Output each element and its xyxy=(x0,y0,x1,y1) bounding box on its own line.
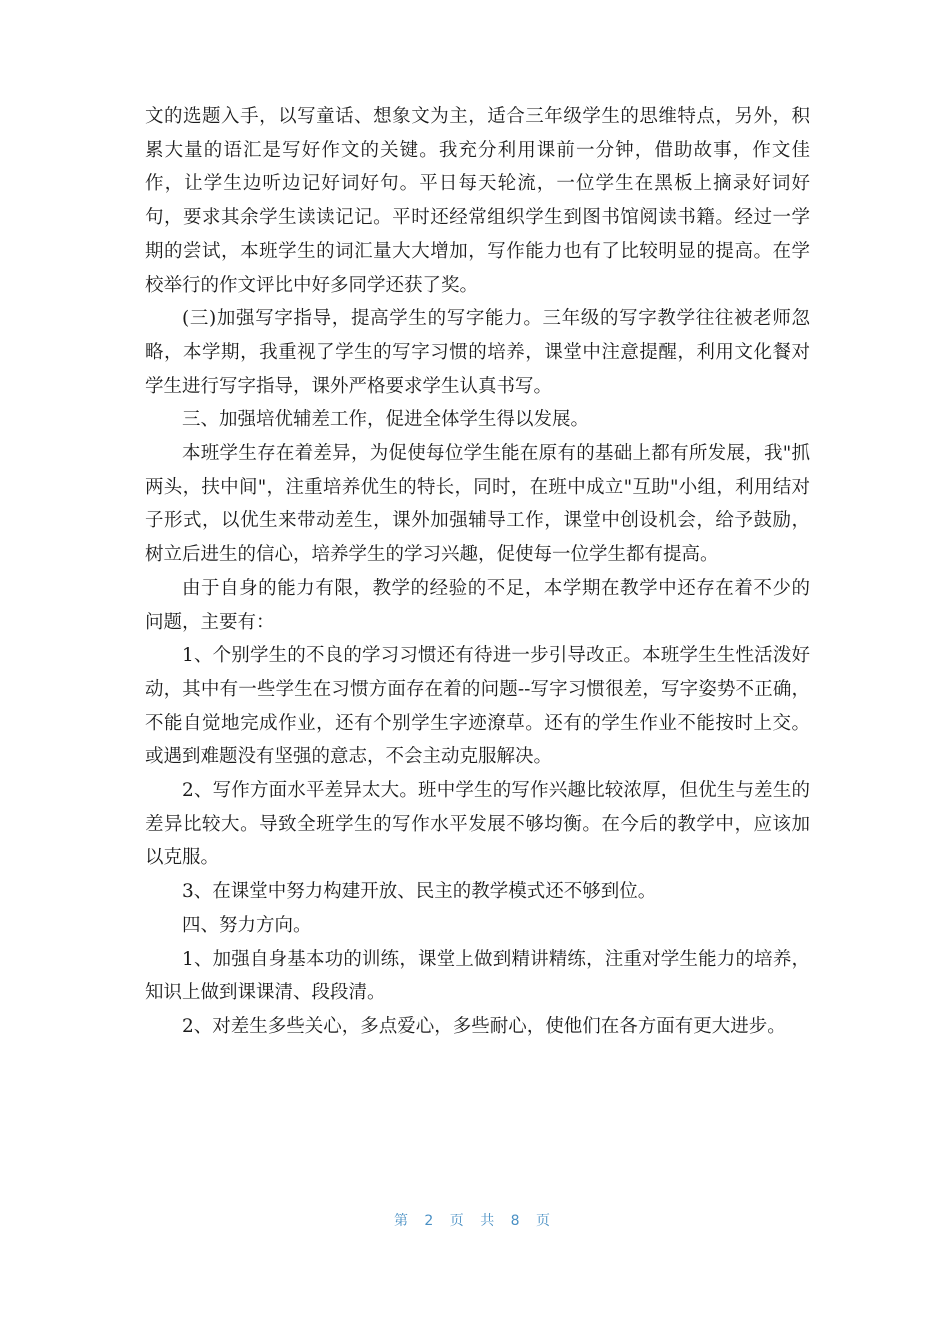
problem-item-2: 2、写作方面水平差异太大。班中学生的写作兴趣比较浓厚，但优生与差生的差异比较大。导致全班学生的写作水平发展不够均衡。在今后的教学中，应该加以克服。 xyxy=(145,780,810,869)
section-heading-4: 四、努力方向。 xyxy=(182,914,312,936)
paragraph-2: (三)加强写字指导，提高学生的写字能力。三年级的写字教学往往被老师忽略，本学期，我重视了学生的写字习惯的培养，课堂中注意提醒，利用文化餐对学生进行写字指导，课外严格要求学生认真书写。 xyxy=(145,308,810,397)
document-body xyxy=(145,100,810,1044)
direction-item-1: 1、加强自身基本功的训练，课堂上做到精讲精练，注重对学生能力的培养，知识上做到课课清、段段清。 xyxy=(145,948,810,1004)
paragraph-1: 文的选题入手，以写童话、想象文为主，适合三年级学生的思维特点，另外，积累大量的语汇是写好作文的关键。我充分利用课前一分钟，借助故事，作文佳作，让学生边听边记好词好句。平日每天轮流，一位学生在黑板上摘录好词好句，要求其余学生读读记记。平时还经常组织学生到图书馆阅读书籍。经过一学期的尝试，本班学生的词汇量大大增加，写作能力也有了比较明显的提高。在学校举行的作文评比中好多同学还获了奖。 xyxy=(145,106,810,296)
page-number-footer: 第 2 页 共 8 页 xyxy=(393,1213,557,1229)
section-heading-3: 三、加强培优辅差工作，促进全体学生得以发展。 xyxy=(182,409,590,431)
problem-item-3: 3、在课堂中努力构建开放、民主的教学模式还不够到位。 xyxy=(182,881,657,903)
paragraph-5: 由于自身的能力有限，教学的经验的不足，本学期在教学中还存在着不少的问题，主要有： xyxy=(145,577,810,633)
paragraph-4: 本班学生存在着差异，为促使每位学生能在原有的基础上都有所发展，我"抓两头，扶中间"，注重培养优生的特长，同时，在班中成立"互助"小组，利用结对子形式，以优生来带动差生，课外加强辅导工作，课堂中创设机会，给予鼓励，树立后进生的信心，培养学生的学习兴趣，促使每一位学生都有提高。 xyxy=(145,443,810,566)
problem-item-1: 1、个别学生的不良的学习习惯还有待进一步引导改正。本班学生生性活泼好动，其中有一些学生在习惯方面存在着的问题--写字习惯很差，写字姿势不正确，不能自觉地完成作业，还有个别学生字迹潦草。还有的学生作业不能按时上交。或遇到难题没有坚强的意志，不会主动克服解决。 xyxy=(145,645,810,768)
direction-item-2: 2、对差生多些关心，多点爱心，多些耐心，使他们在各方面有更大进步。 xyxy=(182,1015,786,1037)
